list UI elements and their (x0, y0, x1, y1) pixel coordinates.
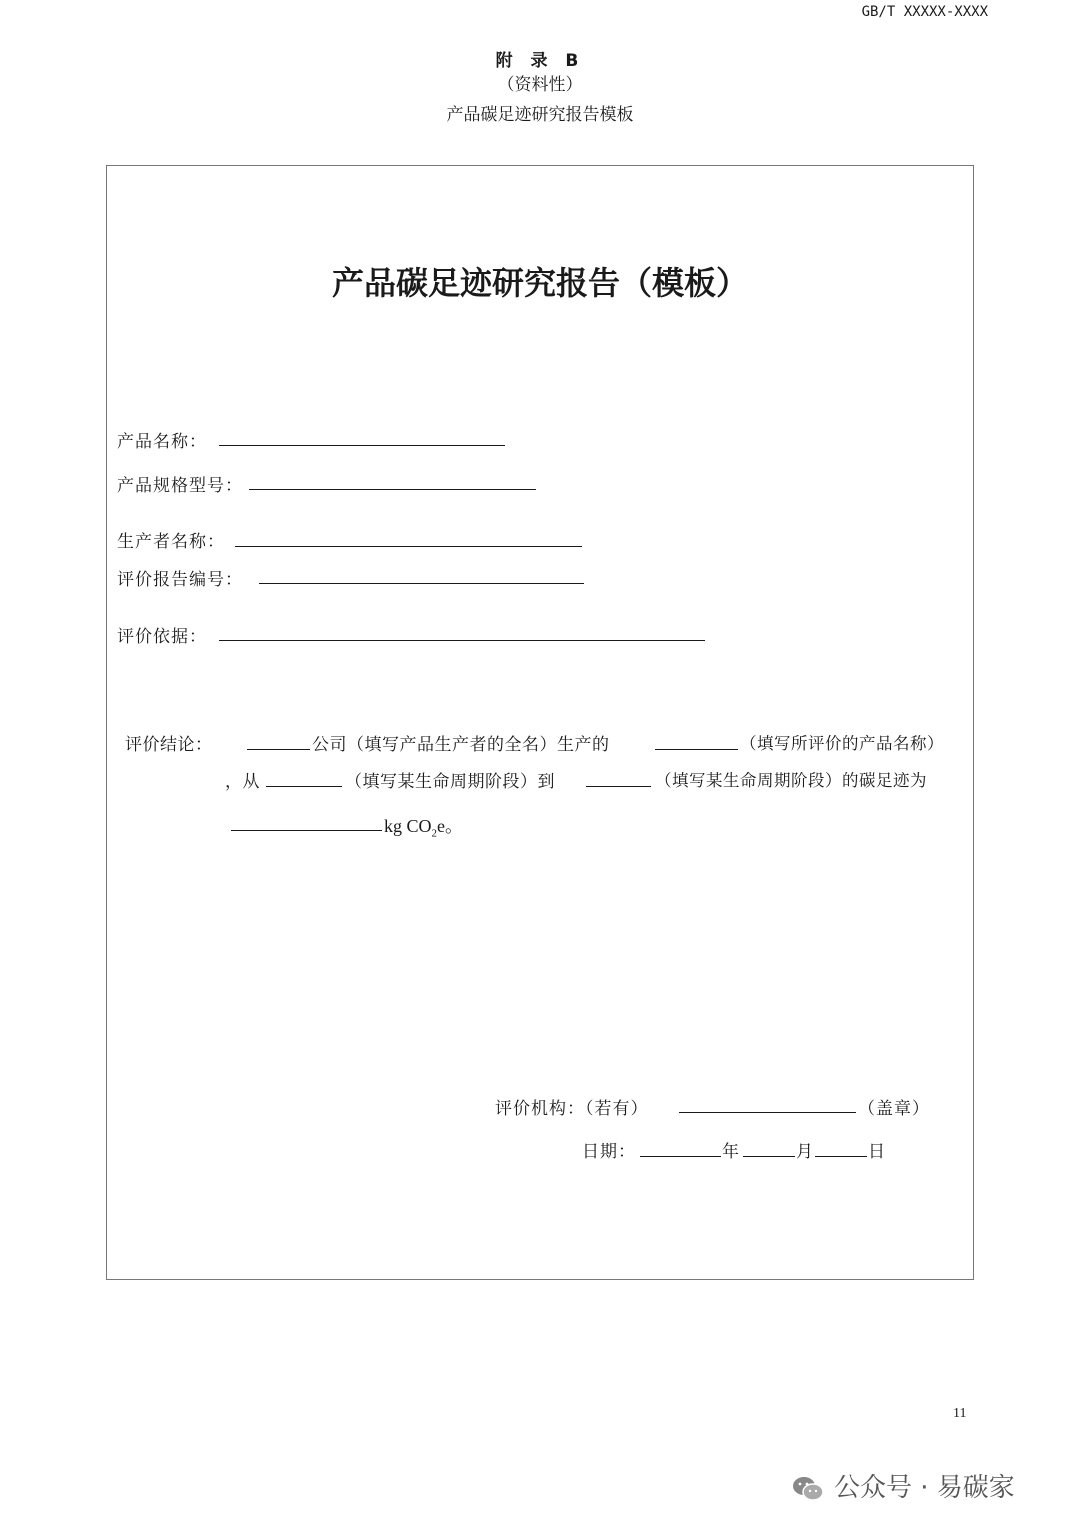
day-label: 日 (868, 1142, 886, 1162)
year-blank[interactable] (640, 1156, 721, 1157)
appendix-label: 附 录 B (495, 51, 585, 71)
month-blank[interactable] (743, 1156, 795, 1157)
wechat-icon (792, 1476, 824, 1502)
stage-to-blank[interactable] (586, 786, 651, 787)
conclusion-text-1: 公司（填写产品生产者的全名）生产的 (312, 735, 610, 755)
watermark-text: 公众号 · 易碳家 (834, 1473, 1015, 1503)
evaluation-basis-blank[interactable] (219, 640, 705, 641)
company-blank[interactable] (247, 749, 310, 750)
report-number-blank[interactable] (259, 583, 584, 584)
evaluation-basis-label: 评价依据： (117, 627, 207, 647)
month-label: 月 (796, 1142, 814, 1162)
product-blank[interactable] (655, 749, 738, 750)
standard-number: GB/T XXXXX-XXXX (861, 4, 988, 20)
product-model-blank[interactable] (249, 489, 536, 490)
date-label: 日期： (582, 1142, 636, 1162)
conclusion-text-2: （填写所评价的产品名称） (740, 734, 944, 753)
page-number: 11 (953, 1406, 967, 1421)
stage-from-blank[interactable] (266, 786, 342, 787)
conclusion-text-4: （填写某生命周期阶段）到 (345, 772, 555, 792)
producer-name-label: 生产者名称： (117, 532, 225, 552)
day-blank[interactable] (815, 1156, 867, 1157)
watermark (792, 1467, 1015, 1504)
org-blank[interactable] (679, 1112, 856, 1113)
product-model-label: 产品规格型号： (117, 476, 243, 496)
carbon-unit: kg $CO_2e$。 (384, 816, 464, 840)
stamp-label: （盖章） (858, 1099, 930, 1119)
appendix-title: 产品碳足迹研究报告模板 (446, 105, 634, 125)
product-name-label: 产品名称： (117, 432, 207, 452)
report-title: 产品碳足迹研究报告（模板） (331, 264, 748, 302)
product-name-blank[interactable] (219, 445, 505, 446)
conclusion-label: 评价结论： (125, 735, 213, 755)
org-label: 评价机构：（若有） (495, 1099, 649, 1119)
carbon-value-blank[interactable] (231, 830, 382, 831)
year-label: 年 (722, 1142, 740, 1162)
producer-name-blank[interactable] (235, 546, 582, 547)
report-number-label: 评价报告编号： (117, 570, 243, 590)
conclusion-text-3: ，从 (225, 772, 260, 792)
appendix-nature: （资料性） (497, 75, 583, 95)
conclusion-text-5: （填写某生命周期阶段）的碳足迹为 (655, 771, 927, 790)
